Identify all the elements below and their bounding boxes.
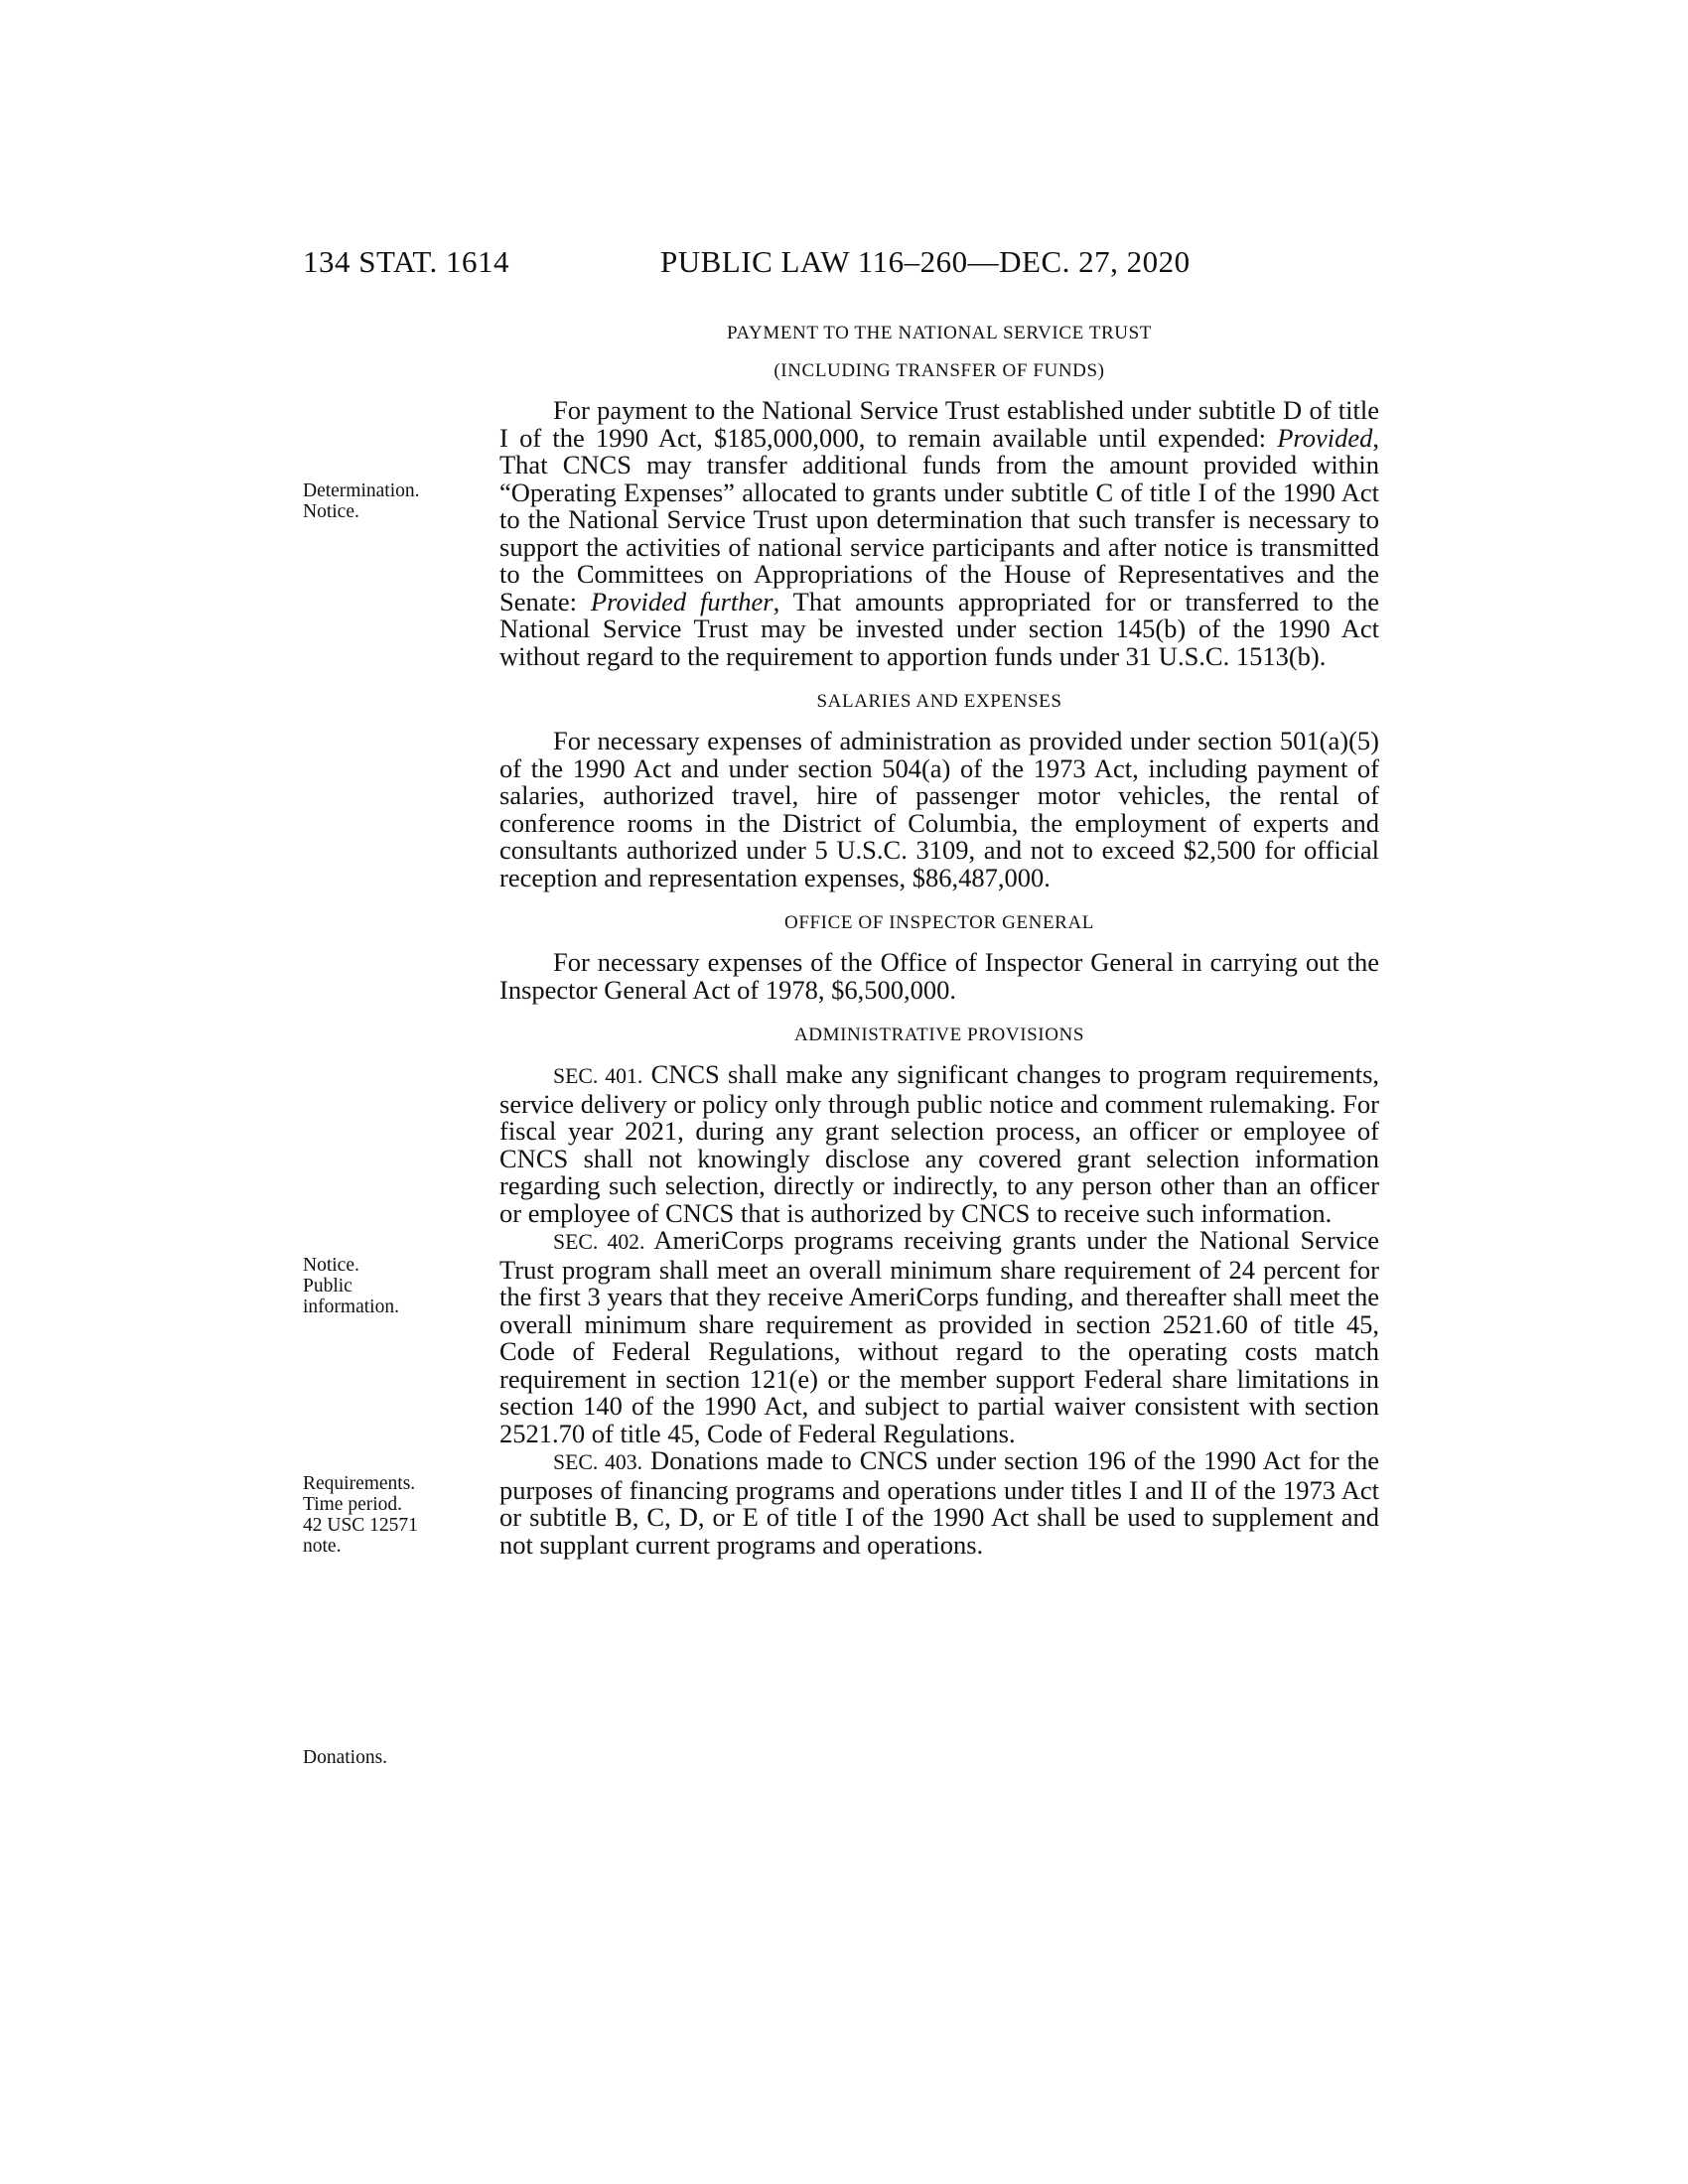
paragraph-sec-401: SEC. 401. CNCS shall make any significant changes to program requirements, service delivery or policy only through public notice and comment rulemaking. For fiscal year 2021, during any grant selection process, an officer or employee of CNCS shall not knowingly disclose any covered grant selection information regarding such selection, directly or indirectly, to any person other than an officer or employee of CNCS that is authorized by CNCS to receive such information. (499, 1059, 1380, 1228)
stat-citation: 134 STAT. 1614 (303, 244, 510, 279)
paragraph-salaries-and-expenses: For necessary expenses of administration as provided under section 501(a)(5) of the 1990 Act and under section 504(a) of the 1973 Act, including payment of salaries, authorized travel, hire of passenger motor vehicles, the rental of conference rooms in the District of Columbia, the employment of experts and consultants authorized under 5 U.S.C. 3109, and not to exceed $2,500 for official reception and representation expenses, $86,487,000. (499, 726, 1379, 892)
heading-salaries-and-expenses: SALARIES AND EXPENSES (816, 691, 1062, 712)
public-law-title: PUBLIC LAW 116–260—DEC. 27, 2020 (660, 244, 1191, 279)
heading-national-service-trust: PAYMENT TO THE NATIONAL SERVICE TRUST (727, 323, 1152, 343)
paragraph-inspector-general: For necessary expenses of the Office of Inspector General in carrying out the Inspector General Act of 1978, $6,500,000. (499, 947, 1379, 1005)
margin-note-public-information: Notice. Public information. (303, 1255, 399, 1317)
document-body (499, 318, 1379, 1559)
heading-inspector-general: OFFICE OF INSPECTOR GENERAL (784, 912, 1094, 933)
margin-note-requirements: Requirements. Time period. 42 USC 12571 note. (303, 1473, 418, 1557)
paragraph-sec-403: SEC. 403. Donations made to CNCS under section 196 of the 1990 Act for the purposes of financing programs and operations under titles I and II of the 1973 Act or subtitle B, C, D, or E of title I of the 1990 Act shall be used to supplement and not supplant current programs and operations. (499, 1445, 1379, 1560)
paragraph-national-service-trust: For payment to the National Service Trust established under subtitle D of title I of the 1990 Act, $185,000,000, to remain available until expended: Provided, That CNCS may transfer additional funds from the amount provided within “Operating Expenses” allocated to grants under subtitle C of title I of the 1990 Act to the National Service Trust upon determination that such transfer is necessary to support the activities of national service participants and after notice is transmitted to the Committees on Appropriations of the House of Representatives and the Senate: Provided further, That amounts appropriated for or transferred to the National Service Trust may be invested under section 145(b) of the 1990 Act without regard to the requirement to apportion funds under 31 U.S.C. 1513(b). (499, 395, 1380, 671)
heading-administrative-provisions: ADMINISTRATIVE PROVISIONS (793, 1024, 1085, 1045)
page-header (303, 244, 1395, 294)
subheading-transfer-of-funds: (INCLUDING TRANSFER OF FUNDS) (774, 360, 1105, 381)
margin-note-determination: Determination. Notice. (303, 480, 420, 522)
margin-note-donations: Donations. (303, 1747, 388, 1768)
paragraph-sec-402: SEC. 402. AmeriCorps programs receiving grants under the National Service Trust program shall meet an overall minimum share requirement of 24 percent for the first 3 years that they receive AmeriCorps funding, and thereafter shall meet the overall minimum share requirement as provided in section 2521.60 of title 45, Code of Federal Regulations, without regard to the operating costs match requirement in section 121(e) or the member support Federal share limitations in section 140 of the 1990 Act, and subject to partial waiver consistent with section 2521.70 of title 45, Code of Federal Regulations. (499, 1225, 1379, 1448)
